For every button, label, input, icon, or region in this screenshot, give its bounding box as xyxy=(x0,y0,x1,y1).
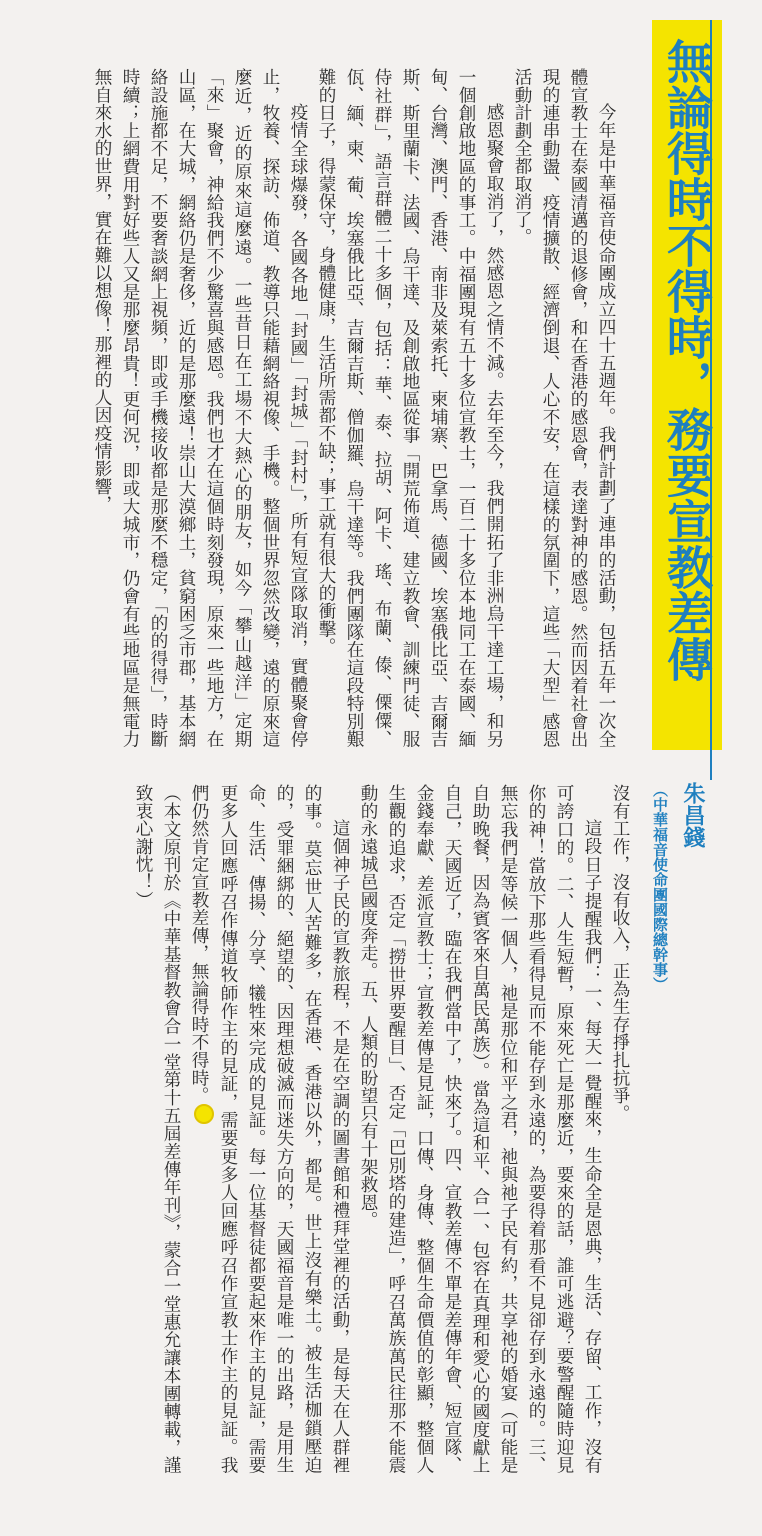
article-body-bottom xyxy=(133,784,634,1474)
paragraph: 沒有工作，沒有收入，正為生存掙扎抗爭。 xyxy=(610,784,630,1123)
paragraph: 感恩聚會取消了，然感恩之情不減。去年至今，我們開拓了非洲烏干達工場，和另一個創啟地區的事工。中福團現有五十多位宣教士，一百二十多位本地同工在泰國、緬甸、台灣、澳門、香港、南非及萊索托、柬埔寨、巴拿馬、德國、埃塞俄比亞、吉爾吉斯、斯里蘭卡、法國、烏干達、及創啟地區從事「開荒佈道、建立教會、訓練門徒、服侍社群」，語言群體二十多個，包括：華、泰、拉胡、阿卡、瑤、布蘭、傣、傈僳、佤、緬、柬、葡、埃塞俄比亞、吉爾吉斯、僧伽羅、烏干達等。我們團隊在這段特別艱難的日子，得蒙保守，身體健康，生活所需都不缺；事工就有很大的衝擊。 xyxy=(316,68,504,748)
author-title: （中華福音使命團國際總幹事） xyxy=(651,782,669,992)
paragraph: 這段日子提醒我們：一、每天一覺醒來，生命全是恩典，生活、存留、工作，沒有可誇口的。二、人生短暫，原來死亡是那麼近，要來的話，誰可逃避？要警醒隨時迎見你的神！當放下那些看得見而不能存到永遠的，為要得着那看不見卻存到永遠的。三、無忘我們是等候一個人，祂是那位和平之君，祂與祂子民有約，共享祂的婚宴（可能是自助晚餐，因為賓客來自萬民萬族）。當為這和平、合一、包容在真理和愛心的國度獻上自己，天國近了，臨在我們當中了，快來了。四、宣教差傳不單是差傳年會、短宣隊、金錢奉獻、差派宣教士；宣教差傳是見証，口傳、身傳、整個生命價值的彰顯，整個人生觀的追求，否定「撈世界要醒目」、否定「巴別塔的建造」，呼召萬族萬民往那不能震動的永遠城邑國度奔走。五、人類的盼望只有十架救恩。 xyxy=(358,784,602,1474)
author-name: 朱昌錢 xyxy=(680,782,705,848)
article-body-top xyxy=(80,68,620,748)
paragraph xyxy=(185,784,354,1474)
paragraph-text: 這個神子民的宣教旅程，不是在空調的圖書館和禮拜堂裡的活動，是每天在人群裡的事。莫忘世人苦難多，在香港、香港以外，都是。世上沒有樂土。被生活枷鎖壓迫的，受罪綑綁的、絕望的、因理想破滅而迷失方向的，天國福音是唯一的出路，是用生命、生活、傳揚、分享、犧牲來完成的見証。每一位基督徒都要起來作主的見証，需要更多人回應呼召作傳道牧師作主的見証，需要更多人回應呼召作宣教士作主的見証。我們仍然肯定宣教差傳，無論得時不得時。 xyxy=(189,784,350,1474)
footnote: （本文原刊於《中華基督教會合一堂第十五屆差傳年刊》，蒙合一堂惠允讓本團轉載，謹致衷心謝忱！） xyxy=(133,784,181,1474)
end-of-article-mark-icon xyxy=(194,1104,214,1124)
paragraph: 疫情全球爆發，各國各地「封國」「封城」「封村」，所有短宣隊取消，實體聚會停止，牧養、探訪、佈道、教導只能藉網絡視像、手機。整個世界忽然改變，遠的原來這麼近，近的原來這麼遠。一些昔日在工場不大熱心的朋友，如今「攀山越洋」定期「來」聚會，神給我們不少驚喜與感恩。我們也才在這個時刻發現，原來一些地方，在山區，在大城，網絡仍是奢侈，近的是那麼遠！崇山大漠鄉土，貧窮困乏市郡，基本網絡設施都不足，不要奢談網上視頻，即或手機接收都是那麼不穩定，「的的得得」，時斷時續；上網費用對好些人又是那麼昂貴！更何況，即或大城市，仍會有些地區是無電力無自來水的世界，實在難以想像！那裡的人因疫情影響， xyxy=(92,68,308,748)
article-title: 無論得時不得時，務要宣教差傳 xyxy=(660,38,714,682)
paragraph: 今年是中華福音使命團成立四十五週年。我們計劃了連串的活動，包括五年一次全體宣教士在泰國清邁的退修會，和在香港的感恩會，表達對神的感恩。然而因着社會出現的連串動盪、疫情擴散、經濟倒退、人心不安，在這樣的氛圍下，這些「大型」感恩活動計劃全都取消了。 xyxy=(512,68,616,748)
